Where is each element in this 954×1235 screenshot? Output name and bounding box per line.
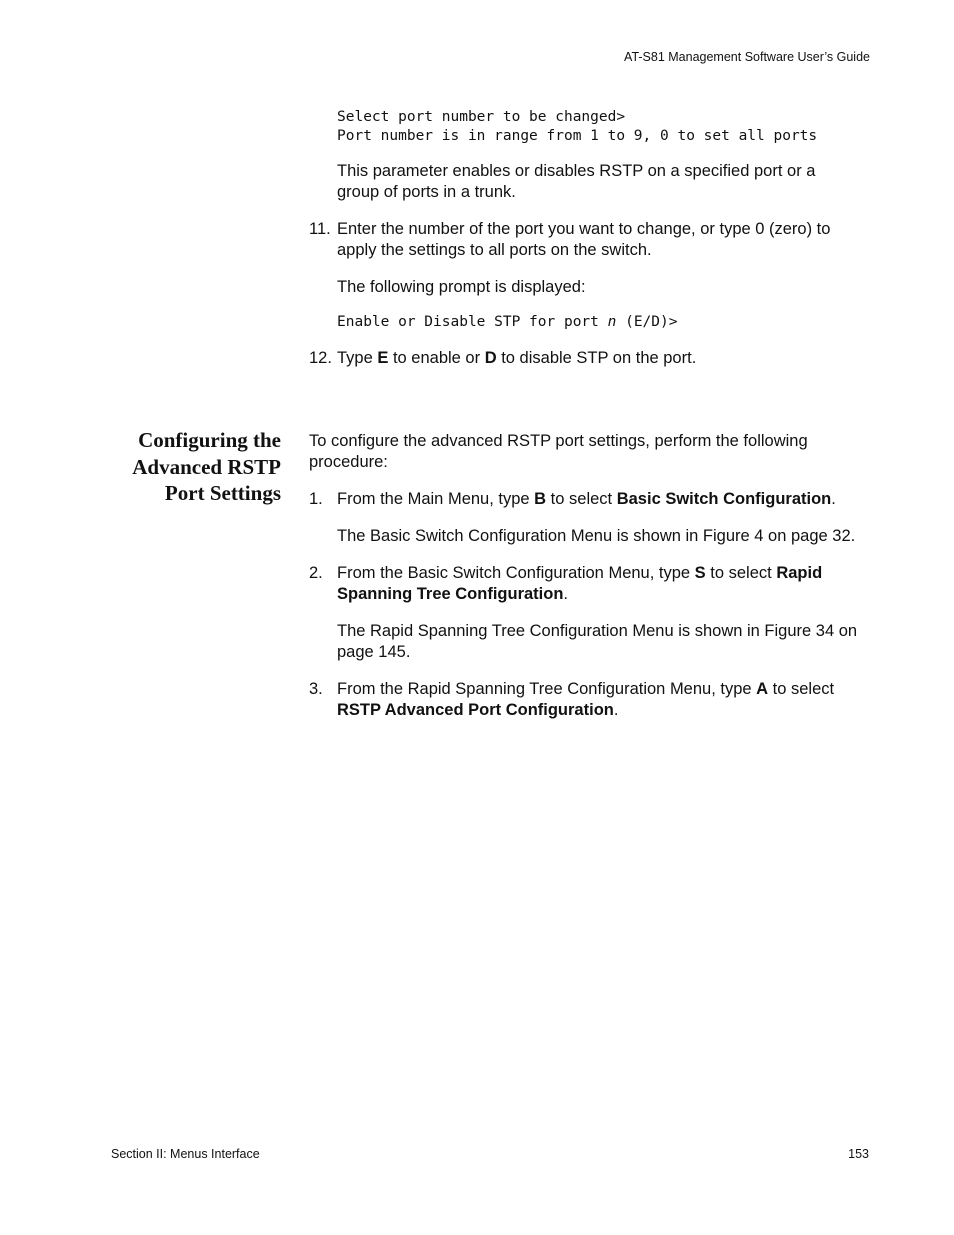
- step-11-text: Enter the number of the port you want to change, or type 0 (zero) to apply the settings to all ports on the switch.: [337, 220, 831, 259]
- step-1-note: The Basic Switch Configuration Menu is shown in Figure 4 on page 32.: [337, 527, 856, 545]
- heading-line: Advanced RSTP: [132, 454, 281, 479]
- key-e: E: [377, 349, 389, 367]
- step-3-text: [337, 679, 867, 721]
- text: .: [563, 585, 569, 603]
- step-12-text: [337, 348, 696, 369]
- menu-name: Basic Switch Configuration: [616, 490, 832, 508]
- text: to select: [768, 680, 835, 698]
- text: to enable or: [388, 349, 485, 367]
- text: From the Rapid Spanning Tree Configuration Menu, type: [337, 680, 757, 698]
- prompt-intro: The following prompt is displayed:: [337, 278, 586, 296]
- text: to select: [546, 490, 617, 508]
- code-text: Enable or Disable STP for port: [337, 314, 608, 330]
- heading-line: Port Settings: [164, 481, 281, 505]
- section-intro: To configure the advanced RSTP port settings, perform the following procedure:: [309, 432, 808, 471]
- section-heading: [61, 427, 281, 507]
- code-line: Select port number to be changed>: [337, 109, 626, 125]
- step-2-text: [337, 563, 862, 605]
- step-number: 3.: [309, 680, 323, 698]
- code-line: Port number is in range from 1 to 9, 0 to set all ports: [337, 128, 818, 144]
- code-variable: n: [607, 314, 617, 330]
- code-text: (E/D)>: [616, 314, 678, 330]
- text: Type: [337, 349, 378, 367]
- code-block-port-select: [337, 108, 817, 146]
- step-number: 12.: [309, 349, 332, 367]
- text: to disable STP on the port.: [496, 349, 697, 367]
- key-b: B: [534, 490, 547, 508]
- step-number: 2.: [309, 564, 323, 582]
- menu-name: Rapid Spanning Tree Configuration: [337, 564, 823, 603]
- text: From the Main Menu, type: [337, 490, 535, 508]
- paragraph-parameter-description: This parameter enables or disables RSTP on a specified port or a group of ports in a trunk.: [337, 162, 816, 201]
- text: to select: [705, 564, 777, 582]
- menu-name: RSTP Advanced Port Configuration: [337, 701, 614, 719]
- key-s: S: [694, 564, 706, 582]
- page-number: 153: [848, 1147, 869, 1161]
- key-d: D: [484, 349, 497, 367]
- step-number: 11.: [309, 220, 331, 238]
- running-header: AT-S81 Management Software User’s Guide: [624, 50, 870, 64]
- step-number: 1.: [309, 490, 323, 508]
- code-block-enable-prompt: [337, 313, 677, 332]
- footer-section: Section II: Menus Interface: [111, 1147, 260, 1161]
- step-1-text: [337, 489, 836, 510]
- text: From the Basic Switch Configuration Menu, type: [337, 564, 695, 582]
- heading-line: Configuring the: [138, 428, 281, 452]
- key-a: A: [756, 680, 769, 698]
- step-2-note: The Rapid Spanning Tree Configuration Menu is shown in Figure 34 on page 145.: [337, 622, 858, 661]
- text: .: [613, 701, 619, 719]
- text: .: [831, 490, 836, 508]
